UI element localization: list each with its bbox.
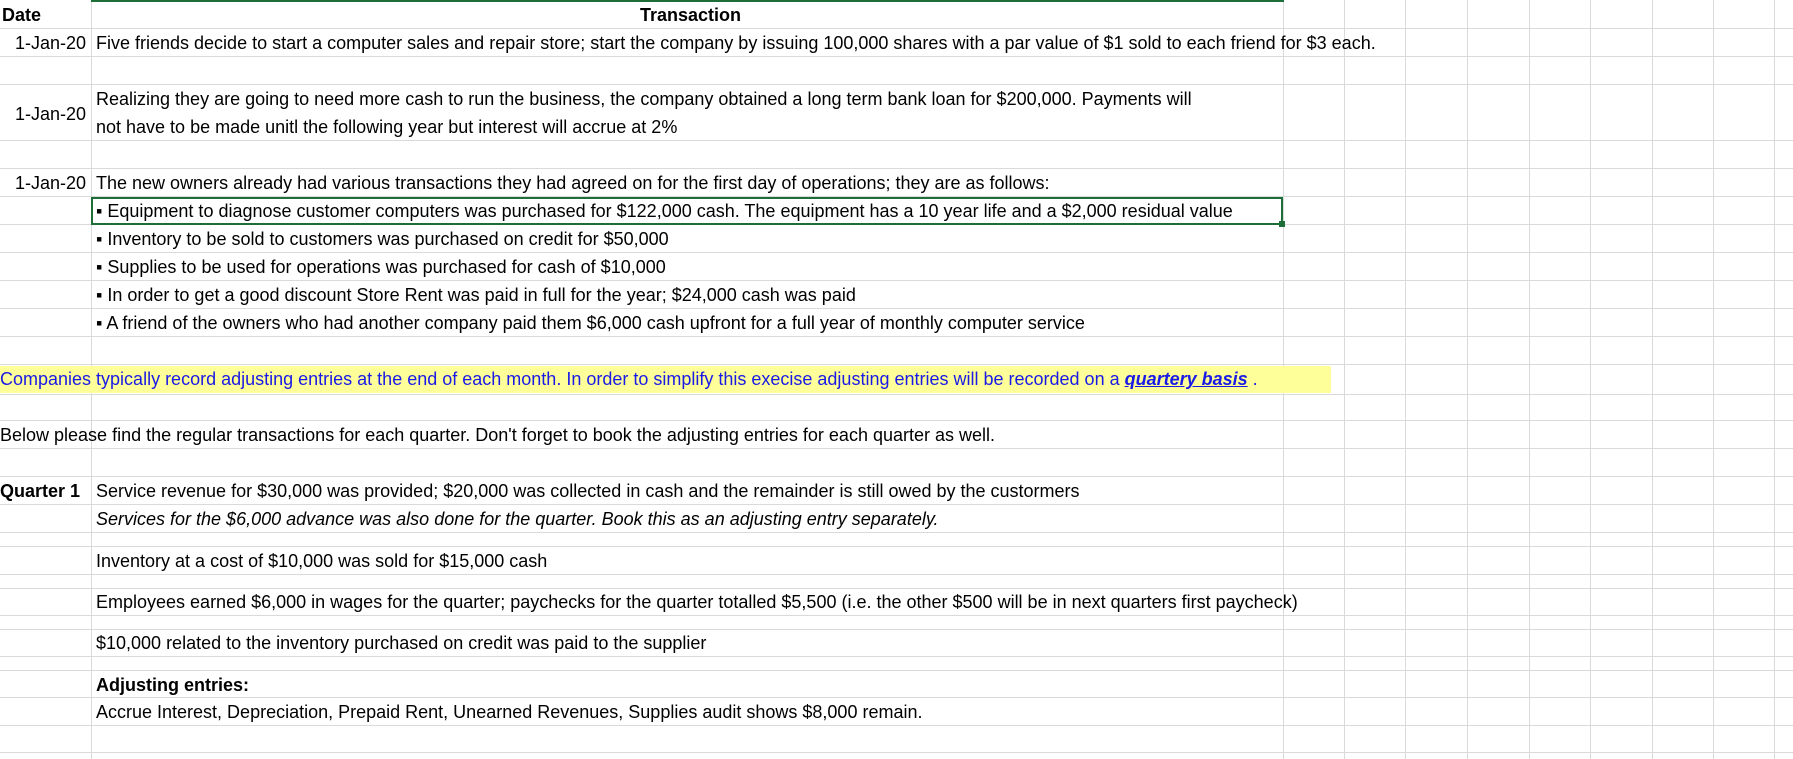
row-gridline — [0, 394, 1793, 395]
row-gridline — [0, 140, 1793, 141]
row-gridline — [0, 420, 1793, 421]
row-gridline — [0, 168, 1793, 169]
column-gridline — [1529, 0, 1530, 759]
row-gridline — [0, 532, 1793, 533]
column-gridline — [1344, 0, 1345, 759]
bullet-item[interactable]: ▪ A friend of the owners who had another company paid them $6,000 cash upfront for a full year of monthly computer service — [96, 313, 1085, 333]
bullet-item[interactable]: ▪ Inventory to be sold to customers was purchased on credit for $50,000 — [96, 229, 669, 249]
active-cell-selection — [91, 197, 1283, 225]
transaction-cell[interactable]: Five friends decide to start a computer sales and repair store; start the company by issuing 100,000 shares with a par value of $1 sold to each friend for $3 each. — [96, 33, 1376, 53]
bullet-item[interactable]: ▪ In order to get a good discount Store Rent was paid in full for the year; $24,000 cash was paid — [96, 285, 856, 305]
transaction-cell[interactable]: The new owners already had various transactions they had agreed on for the first day of operations; they are as follows: — [96, 173, 1050, 193]
row-gridline — [0, 615, 1793, 616]
row-gridline — [0, 308, 1793, 309]
date-cell[interactable]: 1-Jan-20 — [14, 104, 86, 124]
row-gridline — [0, 670, 1793, 671]
row-gridline — [0, 725, 1793, 726]
column-header-transaction[interactable]: Transaction — [640, 5, 742, 25]
row-gridline — [0, 252, 1793, 253]
row-gridline — [0, 504, 1793, 505]
column-header-date[interactable]: Date — [2, 5, 42, 25]
row-gridline — [0, 28, 1793, 29]
transaction-cell[interactable]: Realizing they are going to need more cash to run the business, the company obtained a long term bank loan for $200,000. Payments will — [96, 89, 1192, 109]
column-gridline — [1405, 0, 1406, 759]
bullet-item[interactable]: ▪ Supplies to be used for operations was purchased for cash of $10,000 — [96, 257, 666, 277]
row-gridline — [0, 574, 1793, 575]
bullet-item[interactable]: ▪ Equipment to diagnose customer computers was purchased for $122,000 cash. The equipment has a 10 year life and a $2,000 residual value — [96, 201, 1233, 221]
column-gridline — [1467, 0, 1468, 759]
row-gridline — [0, 364, 1793, 365]
fill-handle[interactable] — [1279, 221, 1285, 227]
instructions-text[interactable]: Below please find the regular transactions for each quarter. Don't forget to book the adjusting entries for each quarter as well. — [0, 425, 996, 445]
column-gridline — [1774, 0, 1775, 759]
note-tail: . — [1247, 369, 1258, 389]
header-cell-border — [91, 0, 1284, 2]
quarterly-basis-link[interactable]: quartery basis — [1124, 369, 1248, 389]
row-gridline — [0, 56, 1793, 57]
quarter-1-item[interactable]: Employees earned $6,000 in wages for the quarter; paychecks for the quarter totalled $5,500 (i.e. the other $500 will be in next quarters first paycheck) — [96, 592, 1298, 612]
row-gridline — [0, 84, 1793, 85]
date-cell[interactable]: 1-Jan-20 — [14, 33, 86, 53]
row-gridline — [0, 448, 1793, 449]
column-gridline — [1713, 0, 1714, 759]
quarter-1-item[interactable]: Service revenue for $30,000 was provided; $20,000 was collected in cash and the remainder is still owed by the custormers — [96, 481, 1080, 501]
row-gridline — [0, 476, 1793, 477]
note-text: Companies typically record adjusting entries at the end of each month. In order to simplify this execise adjusting entries will be recorded on a — [0, 369, 1125, 389]
quarter-1-label[interactable]: Quarter 1 — [0, 481, 81, 501]
row-gridline — [0, 752, 1793, 753]
quarter-1-item[interactable]: $10,000 related to the inventory purchased on credit was paid to the supplier — [96, 633, 707, 653]
highlighted-note[interactable] — [0, 369, 1258, 389]
column-gridline — [1652, 0, 1653, 759]
transaction-cell[interactable]: not have to be made unitl the following year but interest will accrue at 2% — [96, 117, 678, 137]
adjusting-entries-text[interactable]: Accrue Interest, Depreciation, Prepaid Rent, Unearned Revenues, Supplies audit shows $8,000 remain. — [96, 702, 923, 722]
row-gridline — [0, 546, 1793, 547]
row-gridline — [0, 280, 1793, 281]
row-gridline — [0, 656, 1793, 657]
quarter-1-item[interactable]: Inventory at a cost of $10,000 was sold for $15,000 cash — [96, 551, 548, 571]
quarter-1-item[interactable]: Services for the $6,000 advance was also done for the quarter. Book this as an adjusting entry separately. — [96, 509, 939, 529]
column-gridline — [1590, 0, 1591, 759]
row-gridline — [0, 336, 1793, 337]
date-cell[interactable]: 1-Jan-20 — [14, 173, 86, 193]
row-gridline — [0, 588, 1793, 589]
row-gridline — [0, 697, 1793, 698]
row-gridline — [0, 629, 1793, 630]
adjusting-entries-label[interactable]: Adjusting entries: — [96, 675, 250, 695]
